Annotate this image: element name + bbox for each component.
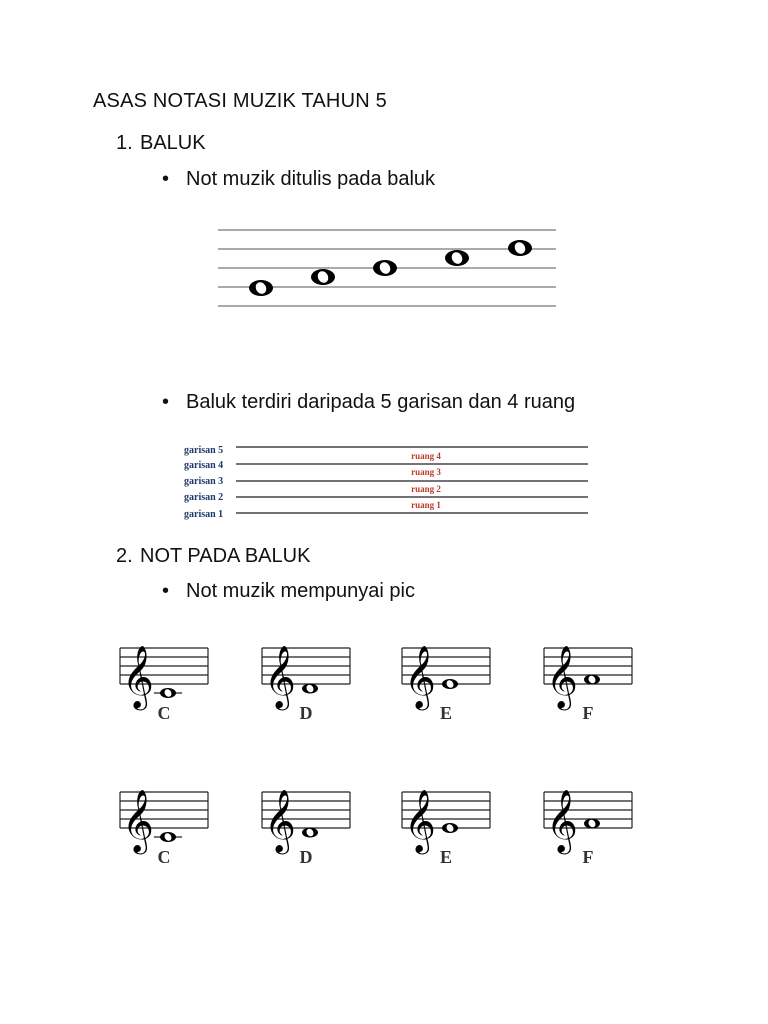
note-staff-c [120,645,208,723]
treble-clef-icon: 𝄞 [546,789,578,852]
line-label: garisan 4 [184,460,224,471]
note-staff-d [262,645,350,723]
bullet-text: Not muzik ditulis pada baluk [186,168,436,190]
note-staff-e [402,789,490,867]
note-name-label: D [299,847,313,867]
whole-note-icon [160,688,176,698]
space-label: ruang 4 [411,451,441,461]
whole-note-icon [584,674,600,684]
treble-clef-icon: 𝄞 [546,645,578,708]
treble-clef-icon: 𝄞 [122,789,154,852]
note-name-label: C [157,703,171,723]
section-1-title: BALUK [140,132,206,154]
note-name-label: E [439,703,453,723]
line-label: garisan 2 [184,492,224,503]
whole-note-icon [442,823,458,833]
section-2-title: NOT PADA BALUK [140,545,311,567]
section-1-number: 1. [116,132,133,154]
treble-clef-icon: 𝄞 [404,645,436,708]
page-title: ASAS NOTASI MUZIK TAHUN 5 [93,90,387,112]
space-label: ruang 2 [411,484,441,494]
treble-clef-icon: 𝄞 [122,645,154,708]
treble-clef-icon: 𝄞 [264,789,296,852]
whole-note-icon [302,683,318,693]
note-name-label: E [439,847,453,867]
bullet-icon: • [162,168,170,190]
note-staff-e [402,645,490,723]
note-staff-c [120,789,208,867]
line-label: garisan 5 [184,445,224,456]
bullet-text: Baluk terdiri daripada 5 garisan dan 4 ruang [186,391,576,413]
whole-note-icon [442,679,458,689]
bullet-icon: • [162,580,170,602]
note-name-label: D [299,703,313,723]
whole-note-icon [160,832,176,842]
bullet-text: Not muzik mempunyai pic [186,580,415,602]
note-staff-d [262,789,350,867]
note-name-label: F [582,703,594,723]
note-name-label: F [582,847,594,867]
space-label: ruang 1 [411,500,441,510]
line-label: garisan 3 [184,476,224,487]
treble-clef-icon: 𝄞 [404,789,436,852]
line-label: garisan 1 [184,509,224,520]
note-staff-f [544,789,632,867]
note-name-label: C [157,847,171,867]
treble-clef-icon: 𝄞 [264,645,296,708]
note-staff-f [544,645,632,723]
bullet-icon: • [162,391,170,413]
whole-note-icon [302,827,318,837]
whole-note-icon [584,818,600,828]
space-label: ruang 3 [411,467,441,477]
section-2-number: 2. [116,545,133,567]
